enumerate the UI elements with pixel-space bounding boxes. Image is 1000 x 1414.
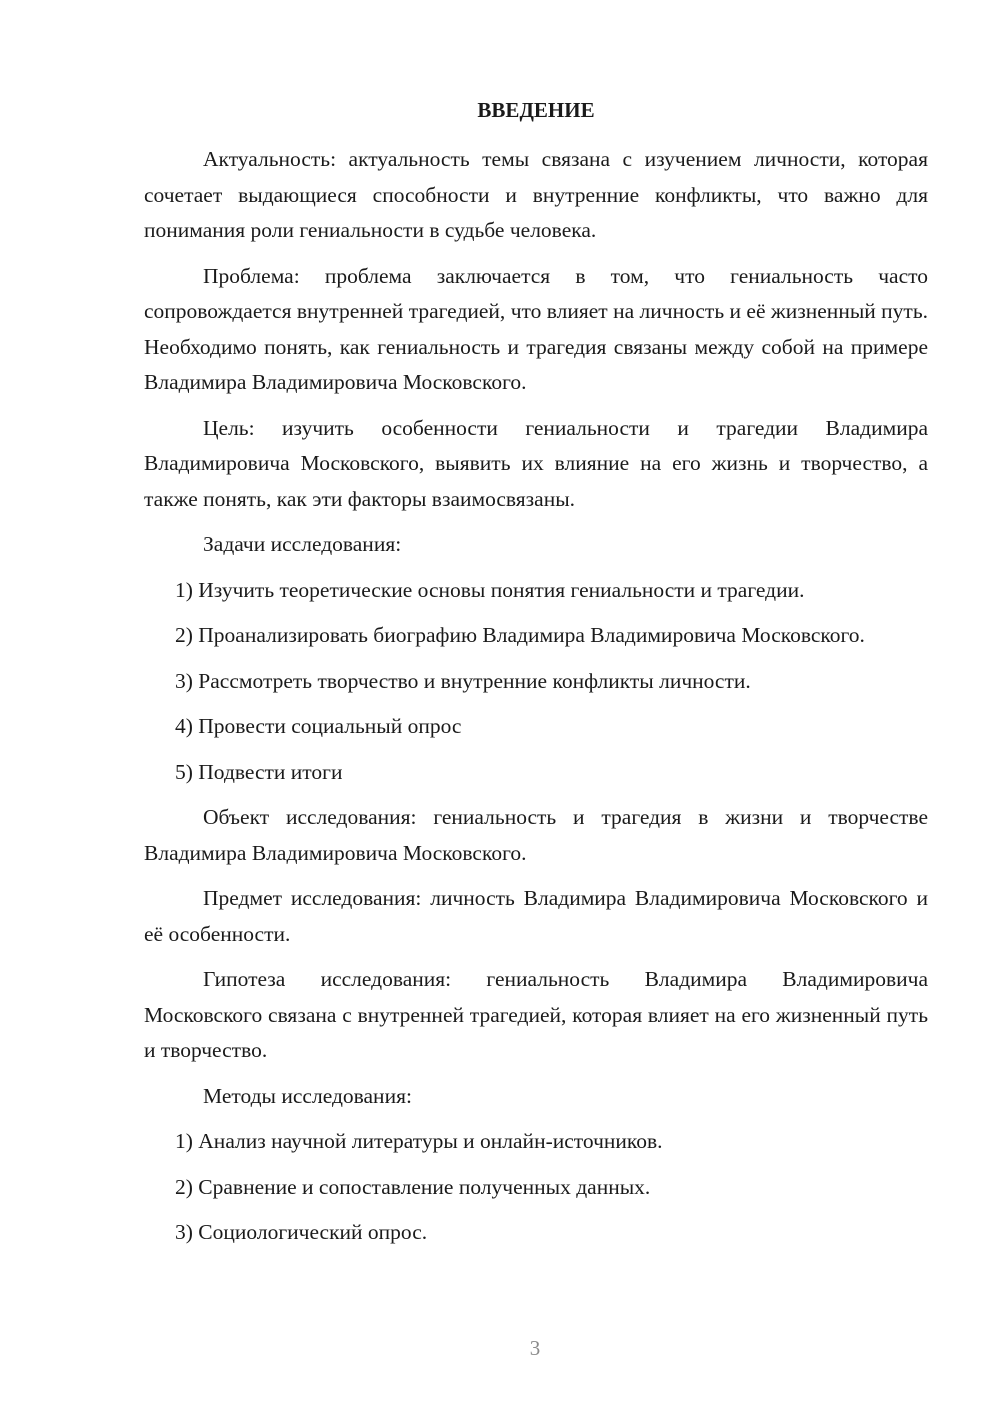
goal-paragraph: Цель: изучить особенности гениальности и трагедии Владимира Владимировича Московского, выявить их влияние на его жизнь и творчество, а также понять, как эти факторы взаимосвязаны. (144, 415, 928, 511)
task-item: 1) Изучить теоретические основы понятия гениальности и трагедии. (175, 577, 805, 602)
method-item: 3) Социологический опрос. (175, 1220, 428, 1244)
hypothesis-paragraph: Гипотеза исследования: гениальность Владимира Владимировича Московского связана с внутренней трагедией, которая влияет на его жизненный путь и творчество. (144, 967, 928, 1062)
problem-paragraph: Проблема: проблема заключается в том, что гениальность часто сопровождается внутренней трагедией, что влияет на личность и её жизненный путь. Необходимо понять, как гениальность и трагедия связаны между собой на примере Владимира Владимировича Московского. (144, 263, 928, 394)
method-item: 2) Сравнение и сопоставление полученных данных. (175, 1174, 651, 1199)
subject-paragraph: Предмет исследования: личность Владимира Владимировича Московского и её особенности. (144, 886, 928, 946)
page-number: 3 (529, 1336, 541, 1360)
task-item: 2) Проанализировать биографию Владимира Владимировича Московского. (175, 623, 865, 647)
relevance-paragraph: Актуальность: актуальность темы связана с изучением личности, которая сочетает выдающиеся способности и внутренние конфликты, что важно для понимания роли гениальности в судьбе человека. (144, 147, 928, 242)
task-item: 4) Провести социальный опрос (175, 714, 462, 738)
section-heading: ВВЕДЕНИЕ (477, 98, 595, 122)
task-item: 3) Рассмотреть творчество и внутренние конфликты личности. (175, 668, 751, 693)
tasks-title: Задачи исследования: (203, 532, 402, 556)
object-paragraph: Объект исследования: гениальность и трагедия в жизни и творчестве Владимира Владимировича Московского. (144, 805, 928, 865)
methods-title: Методы исследования: (203, 1083, 412, 1108)
document-page (144, 96, 928, 1261)
method-item: 1) Анализ научной литературы и онлайн-источников. (175, 1129, 663, 1153)
task-item: 5) Подвести итоги (175, 759, 343, 784)
